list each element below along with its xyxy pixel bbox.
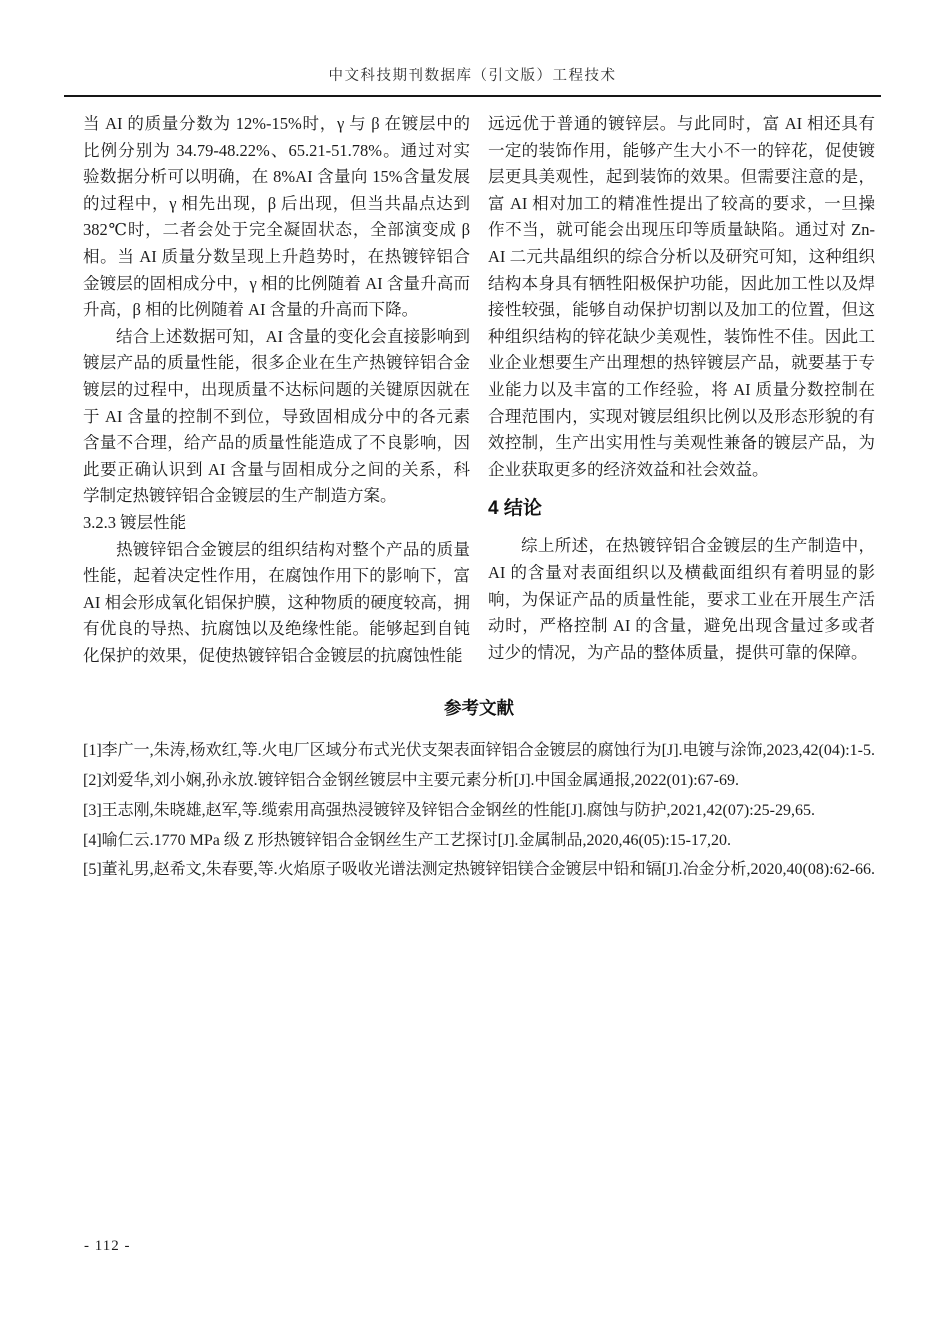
paragraph-continuation: 当 AI 的质量分数为 12%-15%时，γ 与 β 在镀层中的比例分别为 34.79-48.22%、65.21-51.78%。通过对实验数据分析可以明确，在 8%AI 含量向 15%含量发展的过程中，γ 相先出现，β 后出现，但当共晶点达到 382℃时，二者会处于完全凝固状态，全部演变成 β 相。当 AI 质量分数呈现上升趋势时，在热镀锌铝合金镀层的固相成分中，γ 相的比例随着 AI 含量升高而升高，β 相的比例随着 AI 含量的升高而下降。 bbox=[83, 114, 470, 320]
subsection-heading-3-2-3: 3.2.3 镀层性能 bbox=[83, 512, 187, 532]
references-section bbox=[0, 669, 945, 885]
paragraph: 热镀锌铝合金镀层的组织结构对整个产品的质量性能，起着决定性作用，在腐蚀作用下的影响下，富 AI 相会形成氧化铝保护膜，这种物质的硬度较高，拥有优良的导热、抗腐蚀以及绝缘性能。能够起到自钝化保护的效果，促使热镀锌铝合金镀层的抗腐蚀性能 bbox=[83, 539, 470, 665]
body-two-columns bbox=[0, 97, 945, 669]
paragraph: 综上所述，在热镀锌铝合金镀层的生产制造中，AI 的含量对表面组织以及横截面组织有着明显的影响，为保证产品的质量性能，要求工业在开展生产活动时，严格控制 AI 的含量，避免出现含量过多或者过少的情况，为产品的整体质量，提供可靠的保障。 bbox=[488, 536, 875, 662]
reference-item: [3]王志刚,朱晓雄,赵军,等.缆索用高强热浸镀锌及锌铝合金钢丝的性能[J].腐蚀与防护,2021,42(07):25-29,65. bbox=[83, 801, 815, 819]
reference-item: [4]喻仁云.1770 MPa 级 Z 形热镀锌铝合金钢丝生产工艺探讨[J].金属制品,2020,46(05):15-17,20. bbox=[83, 831, 731, 849]
paragraph: 结合上述数据可知，AI 含量的变化会直接影响到镀层产品的质量性能，很多企业在生产热镀锌铝合金镀层的过程中，出现质量不达标问题的关键原因就在于 AI 含量的控制不到位，导致固相成分中的各元素含量不合理，给产品的质量性能造成了不良影响，因此要正确认识到 AI 含量与固相成分之间的关系，科学制定热镀锌铝合金镀层的生产制造方案。 bbox=[83, 326, 470, 506]
page-number: - 112 - bbox=[84, 1238, 131, 1254]
section-heading-4-conclusion: 4 结论 bbox=[488, 498, 542, 520]
left-column bbox=[83, 111, 470, 669]
paragraph-continuation: 远远优于普通的镀锌层。与此同时，富 AI 相还具有一定的装饰作用，能够产生大小不一的锌花，促使镀层更具美观性，起到装饰的效果。但需要注意的是，富 AI 相对加工的精准性提出了较高的要求，一旦操作不当，就可能会出现压印等质量缺陷。通过对 Zn-AI 二元共晶组织的综合分析以及研究可知，这种组织结构本身具有牺牲阳极保护功能，因此加工性以及焊接性较强，能够自动保护切割以及加工的位置，但这种组织结构的锌花缺少美观性，装饰性不佳。因此工业企业想要生产出理想的热锌镀层产品，就要基于专业能力以及丰富的工作经验，将 AI 质量分数控制在合理范围内，实现对镀层组织比例以及形态形貌的有效控制，生产出实用性与美观性兼备的镀层产品，为企业获取更多的经济效益和社会效益。 bbox=[488, 114, 875, 479]
reference-item: [5]董礼男,赵希文,朱春要,等.火焰原子吸收光谱法测定热镀锌铝镁合金镀层中铅和镉[J].冶金分析,2020,40(08):62-66. bbox=[83, 861, 875, 879]
reference-item: [1]李广一,朱涛,杨欢红,等.火电厂区域分布式光伏支架表面锌铝合金镀层的腐蚀行为[J].电镀与涂饰,2023,42(04):1-5. bbox=[83, 742, 875, 760]
reference-item: [2]刘爱华,刘小娴,孙永放.镀锌铝合金钢丝镀层中主要元素分析[J].中国金属通报,2022(01):67-69. bbox=[83, 772, 739, 790]
journal-header-title: 中文科技期刊数据库（引文版）工程技术 bbox=[328, 68, 617, 84]
references-heading: 参考文献 bbox=[444, 698, 514, 719]
right-column bbox=[488, 111, 875, 669]
